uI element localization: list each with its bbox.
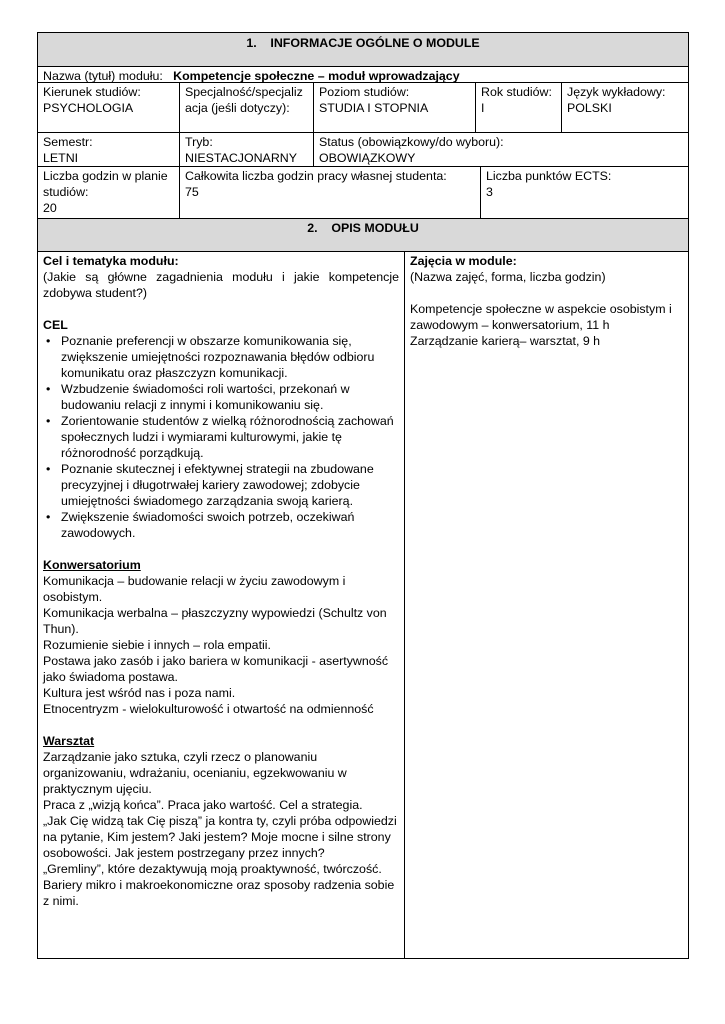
zajecia-heading: Zajęcia w module:	[410, 254, 517, 268]
cel-list	[43, 333, 399, 541]
poziom-value: STUDIA I STOPNIA	[319, 101, 429, 115]
ects-cell	[481, 167, 688, 201]
kierunek-cell	[38, 83, 179, 117]
cel-list-item: • Poznanie skutecznej i efektywnej strategii na zbudowane precyzyjnej i długotrwałej kariery zawodowej; zdobycie umiejętności świadomego zarządzania swoją karierą.	[43, 461, 399, 509]
konwersatorium-heading: Konwersatorium	[43, 558, 141, 572]
warsztat-heading: Warsztat	[43, 734, 95, 748]
semestr-label: Semestr:	[43, 135, 93, 149]
table-border-bottom	[37, 958, 689, 959]
praca-wlasna-label: Całkowita liczba godzin pracy własnej studenta:	[185, 169, 447, 183]
cel-list-item: • Zorientowanie studentów z wielką różnorodnością zachowań społecznych ludzi i wymiarami kulturowymi, jakie tę różnorodność porządkują.	[43, 413, 399, 461]
ects-label: Liczba punktów ECTS:	[486, 169, 612, 183]
specjalnosc-label-1: Specjalność/specjaliz	[185, 85, 303, 99]
konwersatorium-line: Kultura jest wśród nas i poza nami.	[43, 686, 236, 700]
praca-wlasna-cell	[180, 167, 480, 201]
ects-value: 3	[486, 185, 493, 199]
warsztat-line: Praca z „wizją końca”. Praca jako wartość. Cel a strategia.	[43, 798, 363, 812]
status-cell	[314, 133, 688, 167]
cel-tematyka-cell	[38, 252, 404, 910]
konwersatorium-line: Komunikacja – budowanie relacji w życiu zawodowym i osobistym.	[43, 574, 346, 604]
godziny-plan-cell	[38, 167, 179, 217]
godziny-plan-value: 20	[43, 201, 57, 215]
rok-label: Rok studiów:	[481, 85, 552, 99]
warsztat-line: „Gremliny”, które dezaktywują moją proaktywność, twórczość.	[43, 862, 382, 876]
zajecia-entry: Zarządzanie karierą– warsztat, 9 h	[410, 334, 601, 348]
zajecia-subtitle: (Nazwa zajęć, forma, liczba godzin)	[410, 270, 606, 284]
section1-title: 1. INFORMACJE OGÓLNE O MODULE	[246, 36, 480, 50]
poziom-cell	[314, 83, 475, 117]
cel-heading: CEL	[43, 318, 68, 332]
status-label: Status (obowiązkowy/do wyboru):	[319, 135, 504, 149]
konwersatorium-line: Rozumienie siebie i innych – rola empatii.	[43, 638, 271, 652]
jezyk-cell	[562, 83, 688, 117]
cel-tematyka-question: (Jakie są główne zagadnienia modułu i jakie kompetencje zdobywa student?)	[43, 270, 399, 300]
warsztat-line: „Jak Cię widzą tak Cię piszą” ja kontra ty, czyli próba odpowiedzi na pytanie, Kim jestem? Jaki jestem? Moje mocne i silne strony osobowości. Jak jestem postrzegany przez innych?	[43, 814, 397, 860]
warsztat-line: Zarządzanie jako sztuka, czyli rzecz o planowaniu organizowaniu, wdrażaniu, ocenianiu, egzekwowaniu w praktycznym ujęciu.	[43, 750, 347, 796]
semestr-cell	[38, 133, 179, 167]
cel-list-item: • Zwiększenie świadomości swoich potrzeb, oczekiwań zawodowych.	[43, 509, 399, 541]
specjalnosc-cell	[180, 83, 313, 117]
rok-cell	[476, 83, 561, 117]
rok-value: I	[481, 101, 485, 115]
konwersatorium-line: Etnocentryzm - wielokulturowość i otwartość na odmienność	[43, 702, 374, 716]
table-rule	[404, 251, 405, 958]
tryb-cell	[180, 133, 313, 167]
jezyk-value: POLSKI	[567, 101, 612, 115]
tryb-label: Tryb:	[185, 135, 213, 149]
jezyk-label: Język wykładowy:	[567, 85, 666, 99]
konwersatorium-line: Postawa jako zasób i jako bariera w komunikacji - asertywność jako świadoma postawa.	[43, 654, 389, 684]
section2-title: 2. OPIS MODUŁU	[307, 221, 419, 235]
zajecia-entry: Kompetencje społeczne w aspekcie osobistym i zawodowym – konwersatorium, 11 h	[410, 302, 672, 332]
semestr-value: LETNI	[43, 151, 79, 165]
poziom-label: Poziom studiów:	[319, 85, 410, 99]
module-name-label: Nazwa (tytuł) modułu:	[43, 69, 163, 83]
cel-tematyka-heading: Cel i tematyka modułu:	[43, 254, 179, 268]
tryb-value: NIESTACJONARNY	[185, 151, 297, 165]
warsztat-line: Bariery mikro i makroekonomiczne oraz sposoby radzenia sobie z nimi.	[43, 878, 395, 908]
zajecia-cell	[405, 252, 688, 350]
kierunek-label: Kierunek studiów:	[43, 85, 141, 99]
godziny-plan-label-1: Liczba godzin w planie	[43, 169, 168, 183]
module-name-value: Kompetencje społeczne – moduł wprowadzający	[173, 69, 460, 83]
kierunek-value: PSYCHOLOGIA	[43, 101, 134, 115]
specjalnosc-label-2: acja (jeśli dotyczy):	[185, 101, 290, 115]
cel-list-item: • Poznanie preferencji w obszarze komunikowania się, zwiększenie umiejętności rozpoznawania błędów odbioru komunikatu oraz płaszczyzn komunikacji.	[43, 333, 399, 381]
table-border-top	[37, 32, 689, 33]
cel-list-item: • Wzbudzenie świadomości roli wartości, przekonań w budowaniu relacji z innymi i komunikowaniu się.	[43, 381, 399, 413]
godziny-plan-label-2: studiów:	[43, 185, 89, 199]
konwersatorium-line: Komunikacja werbalna – płaszczyzny wypowiedzi (Schultz von Thun).	[43, 606, 387, 636]
table-border-right	[688, 32, 689, 959]
status-value: OBOWIĄZKOWY	[319, 151, 416, 165]
praca-wlasna-value: 75	[185, 185, 199, 199]
